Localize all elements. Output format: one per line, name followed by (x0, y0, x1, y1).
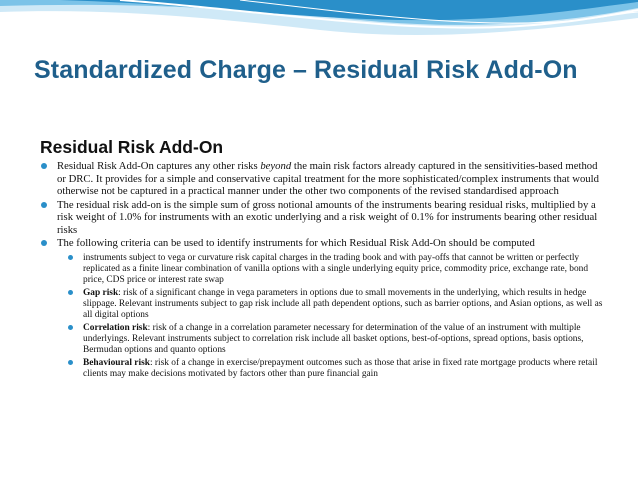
bullet-list (40, 160, 606, 380)
bullet-dot-icon (68, 325, 73, 330)
bullet-text: The residual risk add-on is the simple sum of gross notional amounts of the instruments bearing residual risks, multiplied by a risk weight of 1.0% for instruments with an exotic underlying and a risk weight of 0.1% for instruments bearing other residual risks (57, 198, 598, 236)
bullet-text-part: the main risk factors already captured in the sensitivities-based method or DRC. It provides for a simple and conservative capital treatment for the more sophisticated/complex instruments that would otherwise not be captured in a practical manner under the other two components of the revised standardised approach (57, 160, 599, 197)
slide-subtitle: Residual Risk Add-On (40, 137, 224, 157)
sub-bullet-text: instruments subject to vega or curvature risk capital charges in the trading book and with pay-offs that cannot be written or perfectly replicated as a finite linear combination of vanilla options with a single underlying equity price, commodity price, exchange rate, bond price, CDS price or interest rate swap (83, 252, 589, 285)
slide-body (40, 160, 606, 382)
sub-bullet-text: : risk of a change in exercise/prepayment outcomes such as those that arise in fixed rate mortgage products where retail clients may make decisions motivated by factors other than pure financial gain (83, 357, 598, 379)
bullet-item (40, 237, 606, 380)
sub-bullet-text: : risk of a change in a correlation parameter necessary for determination of the value of an instrument with multiple underlyings. Relevant instruments subject to correlation risk include all basket options, best-of-options, spread options, basis options, Bermudan options and quanto options (83, 322, 584, 355)
bullet-dot-icon (68, 360, 73, 365)
bullet-text-emphasis: beyond (260, 160, 292, 172)
sub-bullet-text: : risk of a significant change in vega parameters in options due to small movements in the underlying, which results in hedge slippage. Relevant instruments subject to gap risk include all path dependent options, such as barrier options, and Asian options, as well as all digital options (83, 287, 603, 320)
bullet-dot-icon (68, 255, 73, 260)
sub-bullet-term: Gap risk (83, 287, 119, 298)
bullet-text: The following criteria can be used to identify instruments for which Residual Risk Add-On should be computed (57, 237, 535, 249)
bullet-text-part: Residual Risk Add-On captures any other risks (57, 160, 261, 172)
slide-title: Standardized Charge – Residual Risk Add-On (34, 56, 578, 84)
bullet-item (40, 199, 606, 237)
bullet-item (40, 160, 606, 198)
sub-bullet-term: Behavioural risk (83, 357, 150, 368)
bullet-dot-icon (41, 202, 47, 208)
bullet-dot-icon (41, 163, 47, 169)
sub-bullet-item (67, 288, 606, 321)
sub-bullet-item (67, 358, 606, 380)
sub-bullet-term: Correlation risk (83, 322, 148, 333)
bullet-dot-icon (68, 290, 73, 295)
header-swoosh-decoration (0, 0, 638, 60)
sub-bullet-list (67, 253, 606, 380)
sub-bullet-item (67, 323, 606, 356)
bullet-dot-icon (41, 240, 47, 246)
sub-bullet-item (67, 253, 606, 286)
